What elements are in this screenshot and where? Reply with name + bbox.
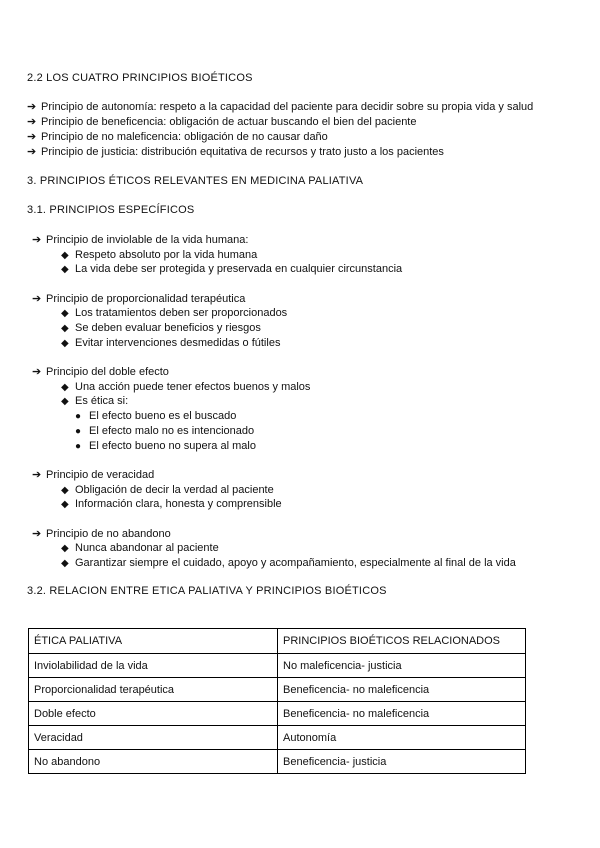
- list-item: ◆ Información clara, honesta y comprensible: [61, 498, 282, 510]
- arrow-icon: ➔: [32, 234, 42, 246]
- arrow-icon: ➔: [27, 131, 37, 143]
- diamond-icon: ◆: [61, 558, 69, 569]
- list-item: ➔ Principio de beneficencia: obligación de actuar buscando el bien del paciente: [27, 116, 417, 128]
- list-item: ◆ Es ética si:: [61, 395, 129, 407]
- diamond-icon: ◆: [61, 308, 69, 319]
- list-item: ◆ Evitar intervenciones desmedidas o fútiles: [61, 337, 281, 349]
- arrow-icon: ➔: [32, 293, 42, 305]
- section-2-2-title: 2.2 LOS CUATRO PRINCIPIOS BIOÉTICOS: [27, 72, 253, 84]
- relation-table: [28, 628, 526, 774]
- arrow-icon: ➔: [27, 101, 37, 113]
- list-item: ◆ Se deben evaluar beneficios y riesgos: [61, 322, 261, 334]
- arrow-icon: ➔: [32, 469, 42, 481]
- table-cell: Beneficencia- no maleficencia: [278, 678, 526, 702]
- sub-list-item: ● El efecto malo no es intencionado: [75, 425, 255, 437]
- principle-label: ➔ Principio de inviolable de la vida humana:: [32, 234, 249, 246]
- table-cell: Veracidad: [29, 726, 278, 750]
- list-item: ◆ Nunca abandonar al paciente: [61, 542, 219, 554]
- principle-label: ➔ Principio de no abandono: [32, 528, 171, 540]
- bullet-icon: ●: [75, 426, 82, 437]
- arrow-icon: ➔: [27, 146, 37, 158]
- diamond-icon: ◆: [61, 499, 69, 510]
- principle-label: ➔ Principio del doble efecto: [32, 366, 169, 378]
- arrow-icon: ➔: [32, 366, 42, 378]
- table-cell: Inviolabilidad de la vida: [29, 654, 278, 678]
- diamond-icon: ◆: [61, 323, 69, 334]
- diamond-icon: ◆: [61, 338, 69, 349]
- table-cell: Proporcionalidad terapéutica: [29, 678, 278, 702]
- bullet-icon: ●: [75, 411, 82, 422]
- sub-list-item: ● El efecto bueno es el buscado: [75, 410, 237, 422]
- list-item: ➔ Principio de justicia: distribución equitativa de recursos y trato justo a los pacientes: [27, 146, 444, 158]
- list-item: ◆ Garantizar siempre el cuidado, apoyo y acompañamiento, especialmente al final de la vida: [61, 557, 516, 569]
- diamond-icon: ◆: [61, 485, 69, 496]
- table-row: [29, 750, 526, 774]
- list-item: ◆ Obligación de decir la verdad al paciente: [61, 484, 274, 496]
- section-3-2-title: 3.2. RELACION ENTRE ETICA PALIATIVA Y PRINCIPIOS BIOÉTICOS: [27, 585, 387, 597]
- table-header-cell: ÉTICA PALIATIVA: [29, 629, 278, 654]
- list-item: ◆ Los tratamientos deben ser proporcionados: [61, 307, 288, 319]
- arrow-icon: ➔: [27, 116, 37, 128]
- table-cell: No maleficencia- justicia: [278, 654, 526, 678]
- diamond-icon: ◆: [61, 250, 69, 261]
- diamond-icon: ◆: [61, 543, 69, 554]
- list-item: ➔ Principio de autonomía: respeto a la capacidad del paciente para decidir sobre su propia vida y salud: [27, 101, 534, 113]
- table-row: [29, 654, 526, 678]
- principle-label: ➔ Principio de proporcionalidad terapéutica: [32, 293, 246, 305]
- table-row: [29, 702, 526, 726]
- table-cell: No abandono: [29, 750, 278, 774]
- list-item: ◆ Respeto absoluto por la vida humana: [61, 249, 258, 261]
- table-cell: Beneficencia- no maleficencia: [278, 702, 526, 726]
- table-row: [29, 678, 526, 702]
- table-cell: Doble efecto: [29, 702, 278, 726]
- section-3-title: 3. PRINCIPIOS ÉTICOS RELEVANTES EN MEDICINA PALIATIVA: [27, 175, 364, 187]
- list-item: ◆ La vida debe ser protegida y preservada en cualquier circunstancia: [61, 263, 403, 275]
- list-item: ◆ Una acción puede tener efectos buenos y malos: [61, 381, 311, 393]
- table-cell: Autonomía: [278, 726, 526, 750]
- diamond-icon: ◆: [61, 264, 69, 275]
- principle-label: ➔ Principio de veracidad: [32, 469, 155, 481]
- diamond-icon: ◆: [61, 396, 69, 407]
- bullet-icon: ●: [75, 441, 82, 452]
- diamond-icon: ◆: [61, 382, 69, 393]
- section-3-1-title: 3.1. PRINCIPIOS ESPECÍFICOS: [27, 204, 195, 216]
- arrow-icon: ➔: [32, 528, 42, 540]
- table-header-cell: PRINCIPIOS BIOÉTICOS RELACIONADOS: [278, 629, 526, 654]
- table-row: [29, 726, 526, 750]
- list-item: ➔ Principio de no maleficencia: obligación de no causar daño: [27, 131, 328, 143]
- table-header-row: [29, 629, 526, 654]
- table-cell: Beneficencia- justicia: [278, 750, 526, 774]
- sub-list-item: ● El efecto bueno no supera al malo: [75, 440, 256, 452]
